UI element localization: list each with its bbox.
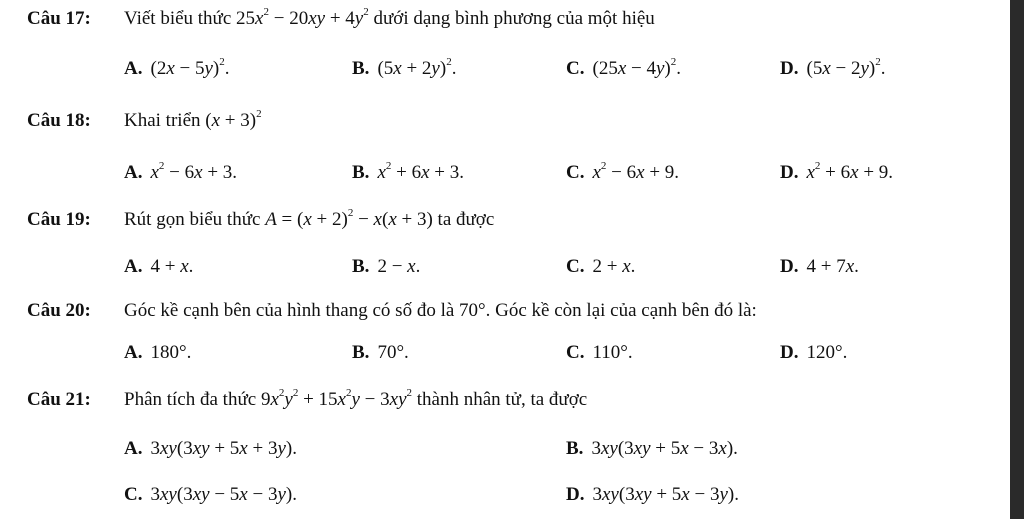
option-label: C. — [566, 58, 585, 79]
option-value: $(5x - 2y)^2$. — [806, 56, 886, 79]
option-value: 3xy(3xy + 5x + 3y). — [150, 438, 297, 459]
option-label: B. — [352, 256, 370, 277]
option-value: 2 + x. — [592, 256, 636, 277]
question-text-after: dưới dạng bình phương của một hiệu — [373, 8, 655, 29]
question-text — [124, 4, 655, 34]
option-value: 3xy(3xy + 5x − 3y). — [592, 484, 739, 505]
option-value: 180°. — [150, 342, 192, 363]
question-19 — [0, 205, 1000, 235]
question-text — [124, 106, 262, 136]
question-number: Câu 17: — [27, 8, 91, 29]
option-label: A. — [124, 438, 143, 459]
question-expression: 70° — [459, 300, 486, 321]
question-text-after: ta được — [437, 209, 495, 230]
option-a[interactable] — [124, 252, 193, 282]
question-number: Câu 20: — [27, 300, 91, 321]
option-b[interactable] — [352, 54, 456, 84]
option-value: $(5x + 2y)^2$. — [377, 56, 457, 79]
option-label: A. — [124, 162, 143, 183]
option-label: A. — [124, 256, 143, 277]
option-value: 4 + 7x. — [806, 256, 859, 277]
question-21 — [0, 385, 1000, 415]
option-b[interactable] — [352, 338, 409, 368]
question-expression: $25x^2 - 20xy + 4y^2$ — [236, 6, 369, 29]
option-a[interactable] — [124, 338, 191, 368]
option-value: $(25x - 4y)^2$. — [592, 56, 681, 79]
option-d[interactable] — [566, 480, 739, 510]
question-17 — [0, 4, 1000, 34]
question-text — [124, 385, 587, 415]
right-edge-border — [1010, 0, 1024, 519]
option-c[interactable] — [566, 252, 635, 282]
question-18 — [0, 106, 1000, 136]
question-text-before: Viết biểu thức — [124, 8, 232, 29]
option-label: A. — [124, 58, 143, 79]
option-label: B. — [352, 162, 370, 183]
option-c[interactable] — [566, 158, 679, 188]
option-label: B. — [352, 58, 370, 79]
question-text — [124, 205, 494, 235]
question-text-after: thành nhân tử, ta được — [416, 389, 588, 410]
options-row-17 — [0, 54, 1000, 84]
options-row-20 — [0, 338, 1000, 368]
option-value: $x^2 - 6x + 9$. — [592, 160, 680, 183]
question-text-before: Khai triển — [124, 110, 201, 131]
option-value: $(2x - 5y)^2$. — [150, 56, 230, 79]
option-d[interactable] — [780, 338, 847, 368]
option-a[interactable] — [124, 434, 297, 464]
option-label: D. — [566, 484, 585, 505]
option-d[interactable] — [780, 252, 859, 282]
option-c[interactable] — [566, 338, 633, 368]
option-a[interactable] — [124, 158, 237, 188]
option-b[interactable] — [566, 434, 738, 464]
option-label: B. — [566, 438, 584, 459]
option-value: 3xy(3xy − 5x − 3y). — [150, 484, 297, 505]
option-value: 2 − x. — [377, 256, 421, 277]
option-value: 3xy(3xy + 5x − 3x). — [591, 438, 738, 459]
option-b[interactable] — [352, 252, 420, 282]
options-row-18 — [0, 158, 1000, 188]
option-value: 120°. — [806, 342, 848, 363]
option-c[interactable] — [566, 54, 681, 84]
option-label: A. — [124, 342, 143, 363]
option-value: 70°. — [377, 342, 409, 363]
question-text-before: Góc kề cạnh bên của hình thang có số đo là — [124, 300, 455, 321]
options-row-21a — [0, 434, 1000, 464]
option-label: C. — [566, 342, 585, 363]
question-text — [124, 296, 757, 326]
options-row-19 — [0, 252, 1000, 282]
option-d[interactable] — [780, 54, 885, 84]
options-row-21b — [0, 480, 1000, 510]
question-number: Câu 18: — [27, 110, 91, 131]
question-expression: $A = (x + 2)^2 - x(x + 3)$ — [265, 207, 433, 230]
option-value: 4 + x. — [150, 256, 194, 277]
question-expression: $9x^2y^2 + 15x^2y - 3xy^2$ — [260, 387, 412, 410]
question-20 — [0, 296, 1000, 326]
question-number: Câu 19: — [27, 209, 91, 230]
option-value: $x^2 + 6x + 9$. — [806, 160, 894, 183]
option-value: $x^2 - 6x + 3$. — [150, 160, 238, 183]
option-label: B. — [352, 342, 370, 363]
option-label: C. — [124, 484, 143, 505]
question-text-before: Rút gọn biểu thức — [124, 209, 261, 230]
option-value: 110°. — [592, 342, 633, 363]
question-text-before: Phân tích đa thức — [124, 389, 257, 410]
question-number: Câu 21: — [27, 389, 91, 410]
option-label: D. — [780, 256, 799, 277]
option-b[interactable] — [352, 158, 464, 188]
option-c[interactable] — [124, 480, 297, 510]
option-value: $x^2 + 6x + 3$. — [377, 160, 464, 183]
question-expression: $(x + 3)^2$ — [205, 108, 262, 131]
option-label: D. — [780, 58, 799, 79]
option-label: C. — [566, 162, 585, 183]
question-text-after: . Góc kề còn lại của cạnh bên đó là: — [485, 300, 757, 321]
option-label: D. — [780, 162, 799, 183]
option-a[interactable] — [124, 54, 229, 84]
option-d[interactable] — [780, 158, 893, 188]
option-label: C. — [566, 256, 585, 277]
option-label: D. — [780, 342, 799, 363]
